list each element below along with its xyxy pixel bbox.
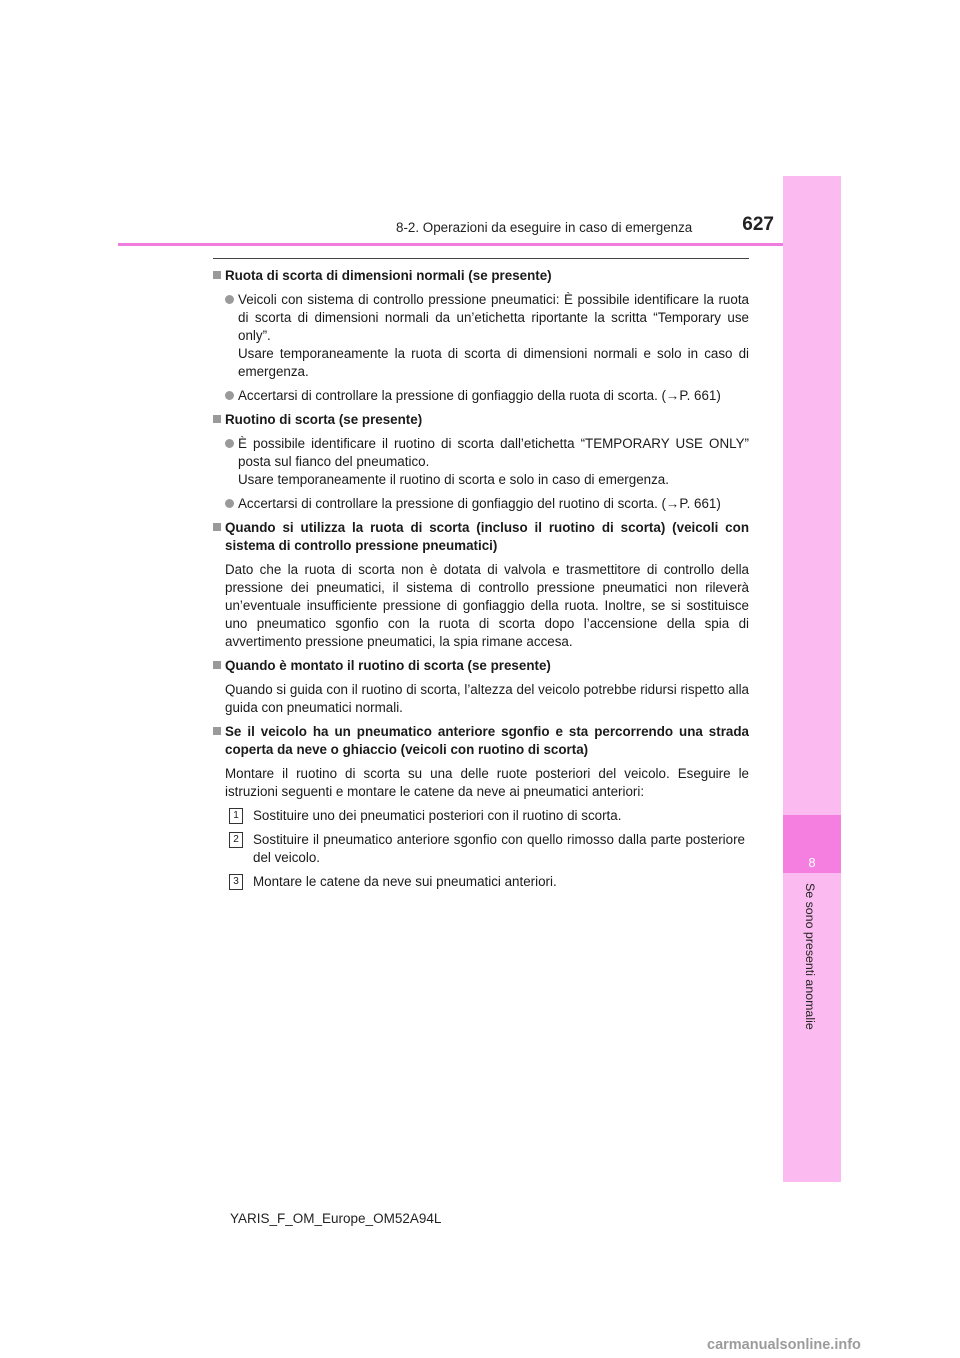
document-footer-code: YARIS_F_OM_Europe_OM52A94L <box>230 1211 442 1226</box>
step-item <box>213 873 749 891</box>
chapter-number: 8 <box>808 855 816 870</box>
list-item-text: È possibile identificare il ruotino di scorta dall’etichetta “TEMPORARY USE ONLY” posta sul fianco del pneumatico. <box>238 436 749 469</box>
list-item-text: Veicoli con sistema di controllo pressione pneumatici: È possibile identificare la ruota di scorta di dimensioni normali da un’etichetta riportante la scritta “Temporary use only”. <box>238 292 749 343</box>
step-text: Montare le catene da neve sui pneumatici anteriori. <box>253 874 557 889</box>
list-item-text: Accertarsi di controllare la pressione di gonfiaggio del ruotino di scorta. (→P. 661) <box>238 496 721 511</box>
chapter-side-tab <box>783 176 841 1182</box>
list-item <box>213 435 749 489</box>
section-heading: Se il veicolo ha un pneumatico anteriore sgonfio e sta percorrendo una strada coperta da neve o ghiaccio (veicoli con ruotino di scorta) <box>213 723 749 759</box>
round-bullet-icon <box>225 295 234 304</box>
square-bullet-icon <box>213 415 221 423</box>
step-text: Sostituire il pneumatico anteriore sgonfio con quello rimosso dalla parte posteriore del veicolo. <box>253 832 745 865</box>
header-divider <box>118 243 841 246</box>
step-text: Sostituire uno dei pneumatici posteriori con il ruotino di scorta. <box>253 808 622 823</box>
section-heading: Ruotino di scorta (se presente) <box>213 411 749 429</box>
page-content <box>213 263 749 891</box>
step-item <box>213 807 749 825</box>
step-number: 2 <box>229 832 243 848</box>
section-heading: Quando si utilizza la ruota di scorta (incluso il ruotino di scorta) (veicoli con sistema di controllo pressione pneumatici) <box>213 519 749 555</box>
square-bullet-icon <box>213 523 221 531</box>
header-section-title: 8-2. Operazioni da eseguire in caso di emergenza <box>396 220 693 235</box>
square-bullet-icon <box>213 271 221 279</box>
section-heading: Quando è montato il ruotino di scorta (se presente) <box>213 657 749 675</box>
section-paragraph: Quando si guida con il ruotino di scorta, l’altezza del veicolo potrebbe ridursi rispetto alla guida con pneumatici normali. <box>225 682 749 715</box>
list-item-text: Usare temporaneamente il ruotino di scorta e solo in caso di emergenza. <box>238 472 669 487</box>
watermark: carmanualsonline.info <box>707 1337 861 1353</box>
round-bullet-icon <box>225 499 234 508</box>
step-item <box>213 831 749 867</box>
chapter-title: Se sono presenti anomalie <box>803 883 817 1030</box>
section-heading: Ruota di scorta di dimensioni normali (se presente) <box>213 267 749 285</box>
section-paragraph: Montare il ruotino di scorta su una delle ruote posteriori del veicolo. Eseguire le istruzioni seguenti e montare le catene da neve ai pneumatici anteriori: <box>225 766 749 799</box>
list-item <box>213 495 749 513</box>
square-bullet-icon <box>213 661 221 669</box>
round-bullet-icon <box>225 439 234 448</box>
list-item-text: Accertarsi di controllare la pressione di gonfiaggio della ruota di scorta. (→P. 661) <box>238 388 721 403</box>
list-item-text: Usare temporaneamente la ruota di scorta di dimensioni normali e solo in caso di emergenza. <box>238 346 749 379</box>
page-number: 627 <box>742 214 774 235</box>
round-bullet-icon <box>225 391 234 400</box>
step-number: 3 <box>229 874 243 890</box>
square-bullet-icon <box>213 727 221 735</box>
list-item <box>213 387 749 405</box>
content-divider <box>213 258 749 259</box>
section-paragraph: Dato che la ruota di scorta non è dotata di valvola e trasmettitore di controllo della pressione dei pneumatici, il sistema di controllo pressione pneumatici non rileverà un’eventuale insufficiente pressione di gonfiaggio della ruota. Inoltre, se si sostituisce uno pneumatico sgonfio con la ruota di scorta dopo l’accensione della spia di avvertimento pressione pneumatici, la spia rimane accesa. <box>225 562 749 649</box>
list-item <box>213 291 749 381</box>
step-number: 1 <box>229 808 243 824</box>
